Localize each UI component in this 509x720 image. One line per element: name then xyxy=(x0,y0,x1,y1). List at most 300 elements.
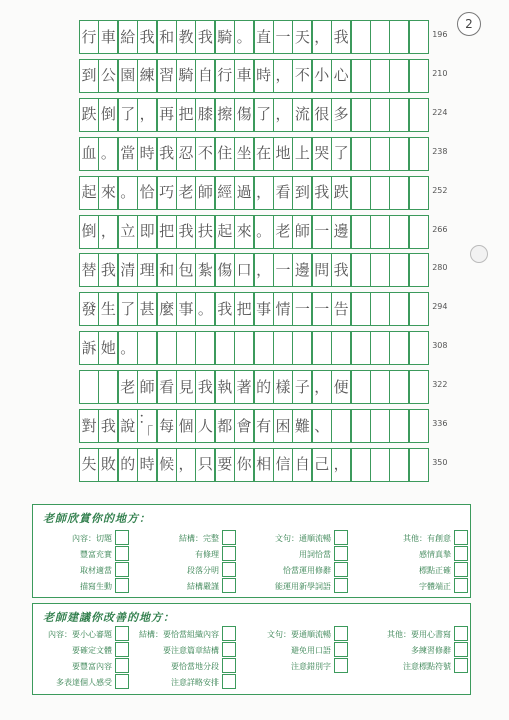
grid-cell: 了 xyxy=(118,292,138,326)
grid-cell xyxy=(79,370,99,404)
grid-cell: 很 xyxy=(312,98,332,132)
grid-cell: 對 xyxy=(79,409,99,443)
checklist-item xyxy=(242,546,348,563)
checklist-label: 注意錯別字 xyxy=(291,662,331,671)
grid-cell: 時 xyxy=(137,137,157,171)
grid-cell: 我 xyxy=(312,176,332,210)
checkbox[interactable] xyxy=(454,530,468,545)
grid-cell: ， xyxy=(98,215,118,249)
checklist-item xyxy=(362,578,468,595)
row-char-count: 294 xyxy=(432,302,448,312)
checklist-item xyxy=(362,530,468,547)
grid-cell: 邊 xyxy=(292,253,312,287)
grid-cell: 看 xyxy=(273,176,293,210)
grid-cell: 失 xyxy=(79,448,99,482)
grid-cell xyxy=(351,448,371,482)
grid-cell: 麼 xyxy=(157,292,177,326)
grid-cell xyxy=(370,176,390,210)
grid-cell xyxy=(389,253,409,287)
checklist-item xyxy=(242,626,348,643)
checklist-item xyxy=(242,530,348,547)
punch-hole xyxy=(470,245,488,263)
checklist-label: 有條理 xyxy=(195,550,219,559)
grid-cell: 。 xyxy=(234,20,254,54)
grid-cell xyxy=(389,331,409,365)
checkbox[interactable] xyxy=(454,578,468,593)
grid-row xyxy=(79,253,448,287)
grid-cell: 執 xyxy=(215,370,235,404)
grid-cell: 傷 xyxy=(234,98,254,132)
grid-cell: 坐 xyxy=(234,137,254,171)
grid-cell xyxy=(409,20,429,54)
grid-cell: 我 xyxy=(98,409,118,443)
grid-cell: 難 xyxy=(292,409,312,443)
grid-cell: 即 xyxy=(137,215,157,249)
grid-cell xyxy=(370,20,390,54)
checklist-item xyxy=(23,674,129,691)
grid-cell: 老 xyxy=(273,215,293,249)
grid-cell: 有 xyxy=(254,409,274,443)
checkbox[interactable] xyxy=(334,642,348,657)
checkbox[interactable] xyxy=(222,674,236,689)
checkbox[interactable] xyxy=(222,546,236,561)
grid-cell: 把 xyxy=(157,215,177,249)
checkbox[interactable] xyxy=(222,658,236,673)
grid-cell: 你 xyxy=(234,448,254,482)
grid-row xyxy=(79,215,448,249)
grid-cell xyxy=(195,331,215,365)
checklist-item xyxy=(130,546,236,563)
grid-cell: ， xyxy=(254,253,274,287)
checkbox[interactable] xyxy=(222,562,236,577)
checklist-item xyxy=(23,626,129,643)
checklist-label: 文句：通順流暢 xyxy=(275,534,331,543)
grid-cell xyxy=(409,176,429,210)
grid-cell: ， xyxy=(331,448,351,482)
grid-cell: 一 xyxy=(312,215,332,249)
grid-cell: 把 xyxy=(234,292,254,326)
grid-cell: 自 xyxy=(292,448,312,482)
grid-cell: 每 xyxy=(157,409,177,443)
grid-cell: 和 xyxy=(157,253,177,287)
grid-cell: 。 xyxy=(195,292,215,326)
checkbox[interactable] xyxy=(334,530,348,545)
grid-cell: 教 xyxy=(176,20,196,54)
grid-cell: 要 xyxy=(215,448,235,482)
checkbox[interactable] xyxy=(115,578,129,593)
grid-cell: 理 xyxy=(137,253,157,287)
grid-cell: 來 xyxy=(98,176,118,210)
checklist-label: 字體端正 xyxy=(419,582,451,591)
praise-panel xyxy=(32,504,471,598)
grid-cell: 起 xyxy=(215,215,235,249)
checkbox[interactable] xyxy=(115,674,129,689)
checklist-label: 多練習修辭 xyxy=(411,646,451,655)
checkbox[interactable] xyxy=(454,546,468,561)
grid-cell: 便 xyxy=(331,370,351,404)
checkbox[interactable] xyxy=(222,626,236,641)
grid-cell xyxy=(370,98,390,132)
grid-cell: 師 xyxy=(292,215,312,249)
grid-cell: 我 xyxy=(215,292,235,326)
grid-cell xyxy=(215,331,235,365)
checklist-label: 內容：切題 xyxy=(72,534,112,543)
grid-cell xyxy=(370,331,390,365)
grid-cell xyxy=(409,215,429,249)
grid-cell: 給 xyxy=(118,20,138,54)
checklist-item xyxy=(130,578,236,595)
grid-cell: 著 xyxy=(234,370,254,404)
grid-cell: 我 xyxy=(137,20,157,54)
grid-cell: 把 xyxy=(176,98,196,132)
grid-cell: 師 xyxy=(195,176,215,210)
checkbox[interactable] xyxy=(115,626,129,641)
grid-row xyxy=(79,448,448,482)
grid-cell xyxy=(409,98,429,132)
grid-cell xyxy=(331,331,351,365)
suggestion-panel xyxy=(32,603,471,695)
grid-cell: 樣 xyxy=(273,370,293,404)
grid-cell xyxy=(351,331,371,365)
grid-cell: 哭 xyxy=(312,137,332,171)
grid-cell xyxy=(370,215,390,249)
grid-cell: 敗 xyxy=(98,448,118,482)
grid-cell xyxy=(409,253,429,287)
grid-cell: 騎 xyxy=(215,20,235,54)
grid-cell: 告 xyxy=(331,292,351,326)
grid-cell: 跌 xyxy=(331,176,351,210)
grid-cell: 過 xyxy=(234,176,254,210)
checkbox[interactable] xyxy=(222,530,236,545)
grid-cell xyxy=(370,292,390,326)
grid-cell: 一 xyxy=(292,292,312,326)
grid-cell: 習 xyxy=(157,59,177,93)
grid-cell: 紮 xyxy=(195,253,215,287)
grid-cell: 一 xyxy=(273,253,293,287)
checklist-label: 要豐富內容 xyxy=(72,662,112,671)
checklist-label: 感情真摯 xyxy=(419,550,451,559)
grid-cell: ：「 xyxy=(137,409,157,443)
row-char-count: 336 xyxy=(432,419,448,428)
grid-cell xyxy=(98,370,118,404)
grid-cell: ， xyxy=(137,98,157,132)
row-char-count: 350 xyxy=(432,457,448,467)
grid-cell: 車 xyxy=(98,20,118,54)
grid-cell: 訴 xyxy=(79,331,99,365)
grid-cell: 到 xyxy=(79,59,99,93)
grid-cell: 包 xyxy=(176,253,196,287)
checklist-item xyxy=(362,546,468,563)
grid-row xyxy=(79,331,448,365)
grid-row xyxy=(79,59,448,93)
grid-row xyxy=(79,98,448,132)
grid-cell: 了 xyxy=(331,137,351,171)
checklist-label: 結構：完整 xyxy=(179,534,219,543)
grid-cell: 騎 xyxy=(176,59,196,93)
grid-cell: 倒 xyxy=(98,98,118,132)
grid-cell: 多 xyxy=(331,98,351,132)
checklist-item xyxy=(23,578,129,595)
grid-cell: ， xyxy=(273,59,293,93)
grid-cell: 血 xyxy=(79,137,99,171)
checkbox[interactable] xyxy=(454,562,468,577)
grid-cell: 流 xyxy=(292,98,312,132)
grid-cell xyxy=(234,331,254,365)
grid-cell: 時 xyxy=(254,59,274,93)
row-char-count: 308 xyxy=(432,341,448,351)
grid-cell xyxy=(370,370,390,404)
grid-cell xyxy=(389,176,409,210)
grid-cell: 都 xyxy=(215,409,235,443)
grid-cell xyxy=(389,409,409,443)
grid-cell: 忍 xyxy=(176,137,196,171)
grid-cell xyxy=(370,137,390,171)
grid-cell: 練 xyxy=(137,59,157,93)
page-number: 2 xyxy=(457,12,481,36)
checklist-label: 段落分明 xyxy=(187,566,219,575)
grid-cell: 見 xyxy=(176,370,196,404)
grid-cell: 恰 xyxy=(137,176,157,210)
grid-cell: 我 xyxy=(331,253,351,287)
checklist-item xyxy=(130,674,236,691)
grid-cell xyxy=(273,331,293,365)
grid-cell xyxy=(351,292,371,326)
grid-cell: 只 xyxy=(195,448,215,482)
grid-cell xyxy=(351,59,371,93)
checklist-item xyxy=(130,658,236,675)
grid-cell: 扶 xyxy=(195,215,215,249)
checklist-item xyxy=(242,578,348,595)
grid-row xyxy=(79,137,448,171)
grid-cell: 在 xyxy=(254,137,274,171)
grid-cell: 替 xyxy=(79,253,99,287)
grid-cell: 傷 xyxy=(215,253,235,287)
checklist-item xyxy=(23,530,129,547)
grid-cell xyxy=(157,331,177,365)
grid-row xyxy=(79,176,448,210)
grid-cell xyxy=(409,331,429,365)
grid-cell: 。 xyxy=(98,137,118,171)
row-char-count: 210 xyxy=(432,68,448,78)
checkbox[interactable] xyxy=(334,562,348,577)
grid-cell: 行 xyxy=(79,20,99,54)
grid-row xyxy=(79,409,448,443)
grid-cell: 老 xyxy=(176,176,196,210)
grid-cell: 生 xyxy=(98,292,118,326)
grid-cell xyxy=(351,176,371,210)
grid-cell: 不 xyxy=(195,137,215,171)
checklist-label: 其他：要用心書寫 xyxy=(387,630,451,639)
checkbox[interactable] xyxy=(115,658,129,673)
checklist-label: 標點正確 xyxy=(419,566,451,575)
checklist-item xyxy=(23,658,129,675)
grid-cell: 問 xyxy=(312,253,332,287)
grid-cell: 倒 xyxy=(79,215,99,249)
grid-cell xyxy=(351,20,371,54)
grid-cell: 困 xyxy=(273,409,293,443)
grid-cell xyxy=(331,409,351,443)
grid-cell xyxy=(370,59,390,93)
grid-cell xyxy=(137,331,157,365)
grid-row xyxy=(79,370,448,404)
grid-cell xyxy=(409,292,429,326)
checklist-item xyxy=(242,658,348,675)
checkbox[interactable] xyxy=(334,578,348,593)
checkbox[interactable] xyxy=(222,642,236,657)
checklist-label: 內容：要小心審題 xyxy=(48,630,112,639)
checklist-label: 文句：要通順流暢 xyxy=(267,630,331,639)
grid-cell: 經 xyxy=(215,176,235,210)
grid-cell xyxy=(351,409,371,443)
grid-cell: 擦 xyxy=(215,98,235,132)
grid-cell: 車 xyxy=(234,59,254,93)
grid-cell: 她 xyxy=(98,331,118,365)
checklist-label: 要注意篇章結構 xyxy=(163,646,219,655)
grid-cell: 口 xyxy=(234,253,254,287)
grid-cell: 我 xyxy=(98,253,118,287)
checklist-label: 多表達個人感受 xyxy=(56,678,112,687)
checklist-label: 豐富充實 xyxy=(80,550,112,559)
checkbox[interactable] xyxy=(115,546,129,561)
checkbox[interactable] xyxy=(115,642,129,657)
grid-cell: 立 xyxy=(118,215,138,249)
grid-cell xyxy=(409,59,429,93)
grid-cell xyxy=(389,448,409,482)
checklist-item xyxy=(130,642,236,659)
grid-cell: 巧 xyxy=(157,176,177,210)
checklist-label: 結構嚴謹 xyxy=(187,582,219,591)
grid-cell xyxy=(389,137,409,171)
grid-cell xyxy=(351,98,371,132)
grid-cell xyxy=(312,331,332,365)
checklist-item xyxy=(242,642,348,659)
grid-cell: 。 xyxy=(118,176,138,210)
checklist-label: 避免用口語 xyxy=(291,646,331,655)
grid-cell: 小 xyxy=(312,59,332,93)
row-char-count: 252 xyxy=(432,185,448,195)
grid-cell xyxy=(389,215,409,249)
grid-cell xyxy=(370,448,390,482)
grid-cell: 相 xyxy=(254,448,274,482)
checkbox[interactable] xyxy=(334,658,348,673)
checkbox[interactable] xyxy=(454,626,468,641)
grid-cell xyxy=(370,253,390,287)
checkbox[interactable] xyxy=(334,546,348,561)
checklist-label: 注意標點符號 xyxy=(403,662,451,671)
grid-cell: 一 xyxy=(273,20,293,54)
grid-cell: 起 xyxy=(79,176,99,210)
grid-cell: 人 xyxy=(195,409,215,443)
checklist-label: 注意詳略安排 xyxy=(171,678,219,687)
row-char-count: 280 xyxy=(432,263,448,273)
checklist-label: 要恰當地分段 xyxy=(171,662,219,671)
grid-row xyxy=(79,20,448,54)
grid-cell: 地 xyxy=(273,137,293,171)
checkbox[interactable] xyxy=(334,626,348,641)
grid-cell: 清 xyxy=(118,253,138,287)
checklist-label: 恰當運用修辭 xyxy=(283,566,331,575)
checkbox[interactable] xyxy=(115,562,129,577)
grid-cell xyxy=(389,20,409,54)
grid-cell: 子 xyxy=(292,370,312,404)
row-char-count: 266 xyxy=(432,224,448,234)
grid-cell xyxy=(389,98,409,132)
grid-cell xyxy=(389,292,409,326)
grid-cell: 直 xyxy=(254,20,274,54)
grid-cell: 不 xyxy=(292,59,312,93)
grid-cell: 。 xyxy=(254,215,274,249)
grid-cell xyxy=(409,370,429,404)
checklist-item xyxy=(23,642,129,659)
checklist-label: 描寫生動 xyxy=(80,582,112,591)
checkbox[interactable] xyxy=(115,530,129,545)
grid-cell: 了 xyxy=(254,98,274,132)
checklist-item xyxy=(130,530,236,547)
grid-cell: 邊 xyxy=(331,215,351,249)
checklist-item xyxy=(362,658,468,675)
checklist-label: 取材適當 xyxy=(80,566,112,575)
grid-cell xyxy=(292,331,312,365)
grid-cell xyxy=(351,215,371,249)
grid-cell xyxy=(176,331,196,365)
grid-cell: 我 xyxy=(195,370,215,404)
checklist-label: 用詞恰當 xyxy=(299,550,331,559)
grid-cell: 一 xyxy=(312,292,332,326)
grid-cell: 自 xyxy=(195,59,215,93)
grid-cell: 發 xyxy=(79,292,99,326)
checklist-label: 其他：有創意 xyxy=(403,534,451,543)
grid-cell: 時 xyxy=(137,448,157,482)
grid-cell: 看 xyxy=(157,370,177,404)
grid-cell: 信 xyxy=(273,448,293,482)
grid-cell xyxy=(409,137,429,171)
grid-cell: 事 xyxy=(254,292,274,326)
grid-cell: 己 xyxy=(312,448,332,482)
grid-cell xyxy=(370,409,390,443)
checklist-item xyxy=(23,546,129,563)
checklist-item xyxy=(362,562,468,579)
checklist-label: 結構：要恰當組織內容 xyxy=(139,630,219,639)
row-char-count: 224 xyxy=(432,107,448,117)
grid-cell: 跌 xyxy=(79,98,99,132)
grid-cell xyxy=(351,370,371,404)
grid-cell: 老 xyxy=(118,370,138,404)
grid-cell: 甚 xyxy=(137,292,157,326)
grid-cell: 來 xyxy=(234,215,254,249)
grid-cell: 公 xyxy=(98,59,118,93)
checkbox[interactable] xyxy=(454,658,468,673)
checkbox[interactable] xyxy=(454,642,468,657)
grid-cell: 天 xyxy=(292,20,312,54)
checklist-item xyxy=(130,562,236,579)
grid-cell: 師 xyxy=(137,370,157,404)
grid-cell xyxy=(409,448,429,482)
grid-cell: 膝 xyxy=(195,98,215,132)
grid-cell: ， xyxy=(312,370,332,404)
suggestion-title: 老師建議你改善的地方： xyxy=(43,611,175,624)
grid-cell: 住 xyxy=(215,137,235,171)
checklist-item xyxy=(23,562,129,579)
grid-cell xyxy=(389,59,409,93)
grid-cell: ， xyxy=(273,98,293,132)
checkbox[interactable] xyxy=(222,578,236,593)
grid-cell: 的 xyxy=(118,448,138,482)
grid-cell: 、 xyxy=(312,409,332,443)
grid-cell: 我 xyxy=(331,20,351,54)
grid-cell: 事 xyxy=(176,292,196,326)
grid-cell: 個 xyxy=(176,409,196,443)
grid-row xyxy=(79,292,448,326)
